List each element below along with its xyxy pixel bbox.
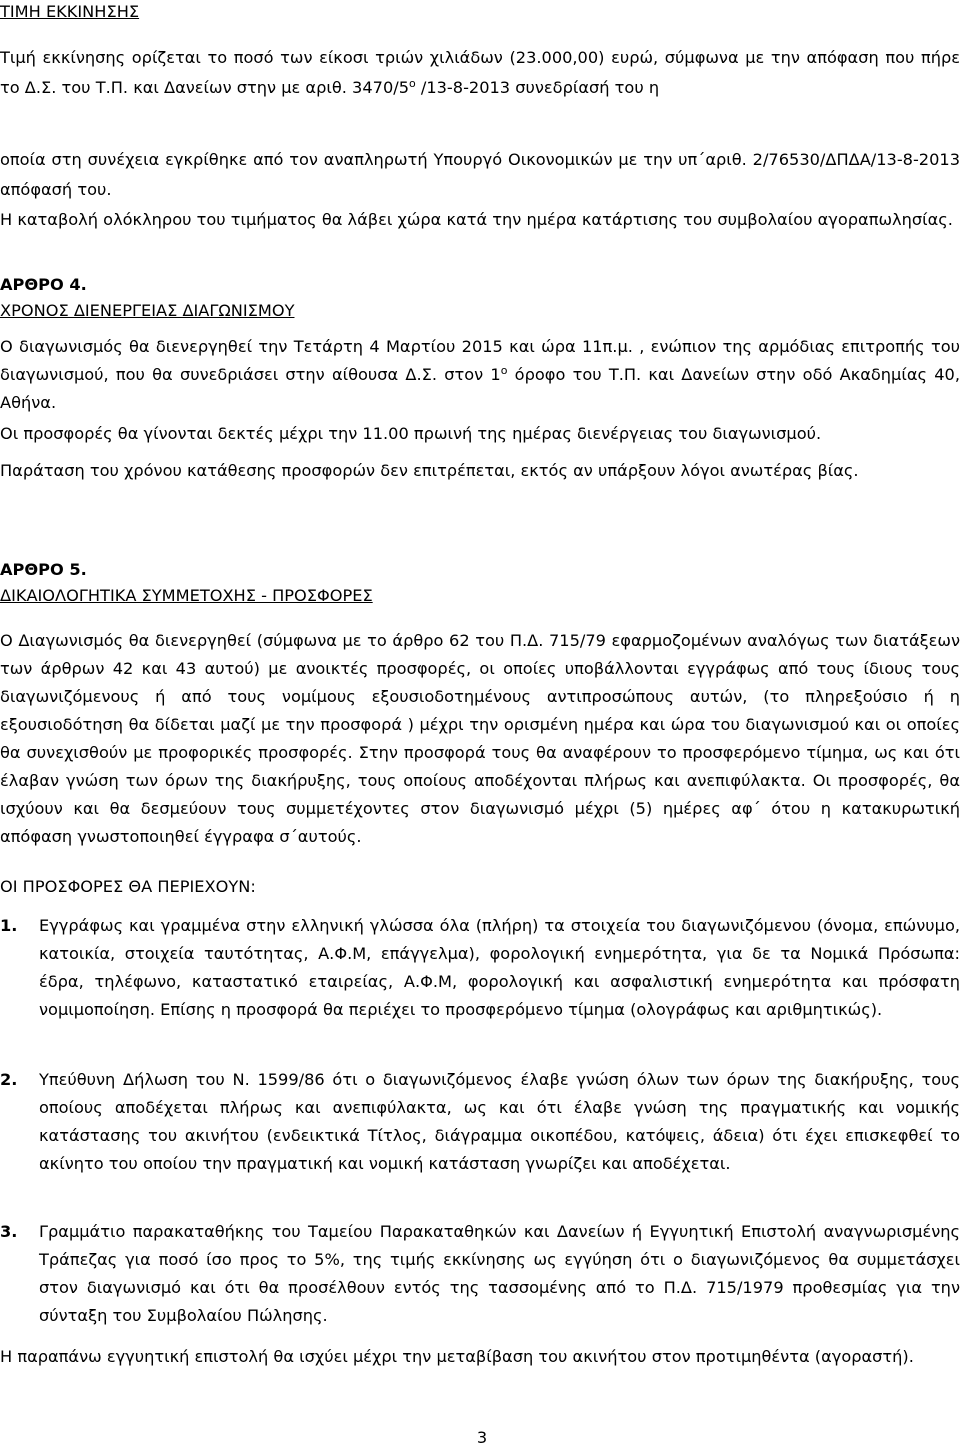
item-text: Εγγράφως και γραμμένα στην ελληνική γλώσσα όλα (πλήρη) τα στοιχεία του διαγωνιζόμενου (όνομα, επώνυμο, κατοικία, στοιχεία ταυτότητας, Α.Φ.Μ, επάγγελμα), φορολογική ενημερότητα, για δε τα Νομικά Πρόσωπα: έδρα, τηλέφωνο, καταστατικό εταιρείας, Α.Φ.Μ, φορολογική και ασφαλιστική ενημερότητα και πρόσφατη νομιμοποίηση. Επίσης η προσφορά θα περιέχει το προσφερόμενο τίμημα (ολογράφως και αριθμητικώς).	[39, 916, 960, 1019]
article-5-heading: ΑΡΘΡΟ 5.	[0, 560, 87, 579]
article-5-subheading: ΔΙΚΑΙΟΛΟΓΗΤΙΚΑ ΣΥΜΜΕΤΟΧΗΣ - ΠΡΟΣΦΟΡΕΣ	[0, 586, 373, 605]
starting-price-paragraph	[0, 43, 960, 103]
article-5-paragraph-1: Ο Διαγωνισμός θα διενεργηθεί (σύμφωνα με το άρθρο 62 του Π.Δ. 715/79 εφαρμοζομένων αναλόγως των διατάξεων των άρθρων 42 και 43 αυτού) με ανοικτές προσφορές, οι οποίες υποβάλλονται εγγράφως από τους ίδιους τους διαγωνιζόμενους ή από τους νομίμους εξουσιοδοτημένους αντιπροσώπους αυτών, (το πληρεξούσιο ή η εξουσιοδότηση θα δίδεται μαζί με την προσφορά ) μέχρι την ορισμένη ημέρα και ώρα του διαγωνισμού και οι οποίες θα συνεχισθούν με προφορικές προσφορές. Στην προσφορά τους θα αναφέρουν το προσφερόμενο τίμημα, ως και ότι έλαβαν γνώση των όρων της διακήρυξης, τους οποίους αποδέχονται πλήρως και ανεπιφύλακτα. Οι προσφορές, θα ισχύουν και θα δεσμεύουν τους συμμετέχοντες στον διαγωνισμό μέχρι (5) ημέρες αφ΄ ότου η κατακυρωτική απόφαση γνωστοποιηθεί έγγραφα σ΄αυτούς.	[0, 631, 960, 846]
closing-paragraph: Η παραπάνω εγγυητική επιστολή θα ισχύει μέχρι την μεταβίβαση του ακινήτου στον προτιμηθέντα (αγοραστή).	[0, 1347, 914, 1366]
section-heading-starting-price: ΤΙΜΗ ΕΚΚΙΝΗΣΗΣ	[0, 2, 140, 21]
approval-paragraph: οποία στη συνέχεια εγκρίθηκε από τον αναπληρωτή Υπουργό Οικονομικών με την υπ΄αριθ. 2/76530/ΔΠΔΑ/13-8-2013 απόφασή του.	[0, 150, 960, 199]
article-4-paragraph-1	[0, 333, 960, 417]
offers-contents-heading: ΟΙ ΠΡΟΣΦΟΡΕΣ ΘΑ ΠΕΡΙΕΧΟΥΝ:	[0, 877, 256, 896]
item-number: 1.	[0, 916, 18, 935]
starting-price-text-b: /13-8-2013 συνεδρίασή του η	[415, 78, 660, 97]
article-4-subheading: ΧΡΟΝΟΣ ΔΙΕΝΕΡΓΕΙΑΣ ΔΙΑΓΩΝΙΣΜΟΥ	[0, 301, 295, 320]
article-4-heading: ΑΡΘΡΟ 4.	[0, 275, 87, 294]
floor-superscript: ο	[500, 364, 508, 377]
tender-date-text-b: όροφο του Τ.Π. και Δανείων στην οδό Ακαδημίας 40, Αθήνα.	[0, 365, 960, 412]
offer-requirement-item	[0, 1066, 960, 1206]
payment-paragraph: Η καταβολή ολόκληρου του τιμήματος θα λάβει χώρα κατά την ημέρα κατάρτισης του συμβολαίου αγοραπωλησίας.	[0, 210, 953, 229]
article-4-paragraph-2: Οι προσφορές θα γίνονται δεκτές μέχρι την 11.00 πρωινή της ημέρας διενέργειας του διαγωνισμού.	[0, 424, 822, 443]
offer-requirement-item	[0, 1218, 960, 1330]
page-number: 3	[476, 1428, 488, 1447]
article-4-paragraph-3: Παράταση του χρόνου κατάθεσης προσφορών δεν επιτρέπεται, εκτός αν υπάρξουν λόγοι ανωτέρας βίας.	[0, 461, 859, 480]
starting-price-superscript: ο	[409, 77, 416, 90]
offer-requirement-item	[0, 912, 960, 1052]
tender-date-text-a: Ο διαγωνισμός θα διενεργηθεί την Τετάρτη 4 Μαρτίου 2015 και ώρα 11π.μ. , ενώπιον της αρμόδιας επιτροπής του διαγωνισμού, που θα συνεδριάσει στην αίθουσα Δ.Σ. στον 1	[0, 337, 960, 384]
starting-price-text-a: Τιμή εκκίνησης ορίζεται το ποσό των είκοσι τριών χιλιάδων (23.000,00) ευρώ, σύμφωνα με την απόφαση που πήρε το Δ.Σ. του Τ.Π. και Δανείων στην με αριθ. 3470/5	[0, 48, 960, 97]
item-text: Γραμμάτιο παρακαταθήκης του Ταμείου Παρακαταθηκών και Δανείων ή Εγγυητική Επιστολή αναγνωρισμένης Τράπεζας για ποσό ίσο προς το 5%, της τιμής εκκίνησης ως εγγύηση ότι ο διαγωνιζόμενος θα συμμετάσχει στον διαγωνισμό και ότι θα προσέλθουν εντός της τασσομένης από το Π.Δ. 715/1979 προθεσμίας για την σύνταξη του Συμβολαίου Πώλησης.	[39, 1222, 960, 1325]
item-text: Υπεύθυνη Δήλωση του Ν. 1599/86 ότι ο διαγωνιζόμενος έλαβε γνώση όλων των όρων της διακήρυξης, τους οποίους αποδέχεται πλήρως και ανεπιφύλακτα, ως και ότι έλαβε γνώση της πραγματικής και νομικής κατάστασης του ακινήτου (ενδεικτικά Τίτλος, διάγραμμα οικοπέδου, κατόψεις, άδεια) ότι έχει επισκεφθεί το ακίνητο του οποίου την πραγματική και νομική κατάσταση γνωρίζει και αποδέχεται.	[39, 1070, 960, 1173]
item-number: 3.	[0, 1222, 18, 1241]
item-number: 2.	[0, 1070, 18, 1089]
